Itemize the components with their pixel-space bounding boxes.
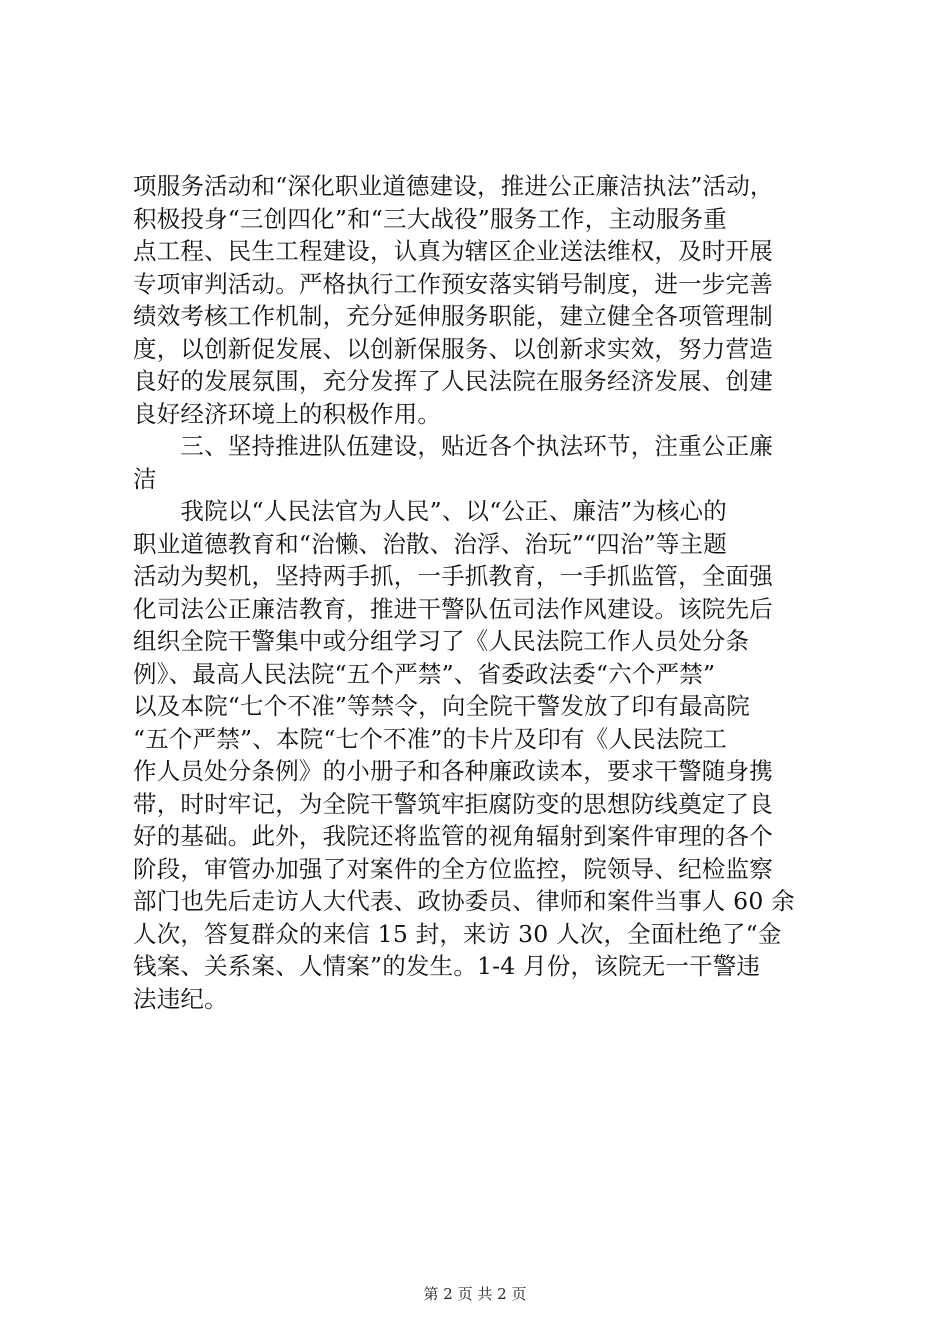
text-line: 阶段，审管办加强了对案件的全方位监控，院领导、纪检监察 — [133, 854, 773, 883]
text-line: 活动为契机，坚持两手抓，一手抓教育，一手抓监管，全面强 — [133, 562, 773, 590]
text-line: 好的基础。此外，我院还将监管的视角辐射到案件审理的各个 — [133, 822, 773, 850]
text-line: 例》、最高人民法院“五个严禁”、省委政法委“六个严禁” — [133, 659, 716, 688]
text-line: 专项审判活动。严格执行工作预安落实销号制度，进一步完善 — [133, 269, 773, 298]
section-heading-line: 洁 — [133, 464, 157, 493]
text-line: 职业道德教育和“治懒、治散、治浮、治玩”“四治”等主题 — [133, 529, 727, 558]
text-line: 部门也先后走访人大代表、政协委员、律师和案件当事人 60 余 — [133, 887, 795, 915]
text-line: 良好经济环境上的积极作用。 — [133, 399, 442, 428]
text-line: 作人员处分条例》的小册子和各种廉政读本，要求干警随身携 — [133, 757, 773, 785]
text-line: 度，以创新促发展、以创新保服务、以创新求实效，努力营造 — [133, 334, 773, 363]
text-line: 组织全院干警集中或分组学习了《人民法院工作人员处分条 — [133, 627, 750, 655]
text-line: 积极投身“三创四化”和“三大战役”服务工作，主动服务重 — [133, 204, 727, 233]
page-footer — [0, 1283, 950, 1304]
text-line: 人次，答复群众的来信 15 封，来访 30 人次，全面杜绝了“金 — [133, 919, 782, 948]
text-line: 绩效考核工作机制，充分延伸服务职能，建立健全各项管理制 — [133, 302, 773, 330]
text-line: 我院以“人民法官为人民”、以“公正、廉洁”为核心的 — [133, 497, 727, 525]
page-number-label: 第 2 页 共 2 页 — [423, 1285, 527, 1303]
text-line: 法违纪。 — [133, 984, 228, 1013]
text-line: “五个严禁”、本院“七个不准”的卡片及印有《人民法院工 — [133, 724, 727, 753]
text-line: 带，时时牢记，为全院干警筑牢拒腐防变的思想防线奠定了良 — [133, 789, 773, 818]
text-line: 钱案、关系案、人情案”的发生。1-4 月份，该院无一干警违 — [133, 952, 761, 980]
text-line: 化司法公正廉洁教育，推进干警队伍司法作风建设。该院先后 — [133, 594, 773, 623]
text-line: 以及本院“七个不准”等禁令，向全院干警发放了印有最高院 — [133, 692, 750, 720]
text-line: 点工程、民生工程建设，认真为辖区企业送法维权，及时开展 — [133, 237, 773, 265]
text-line: 项服务活动和“深化职业道德建设，推进公正廉洁执法”活动， — [133, 172, 774, 200]
document-body — [133, 170, 833, 1015]
section-heading-line: 三、坚持推进队伍建设，贴近各个执法环节，注重公正廉 — [133, 432, 773, 460]
text-line: 良好的发展氛围，充分发挥了人民法院在服务经济发展、创建 — [133, 367, 773, 395]
